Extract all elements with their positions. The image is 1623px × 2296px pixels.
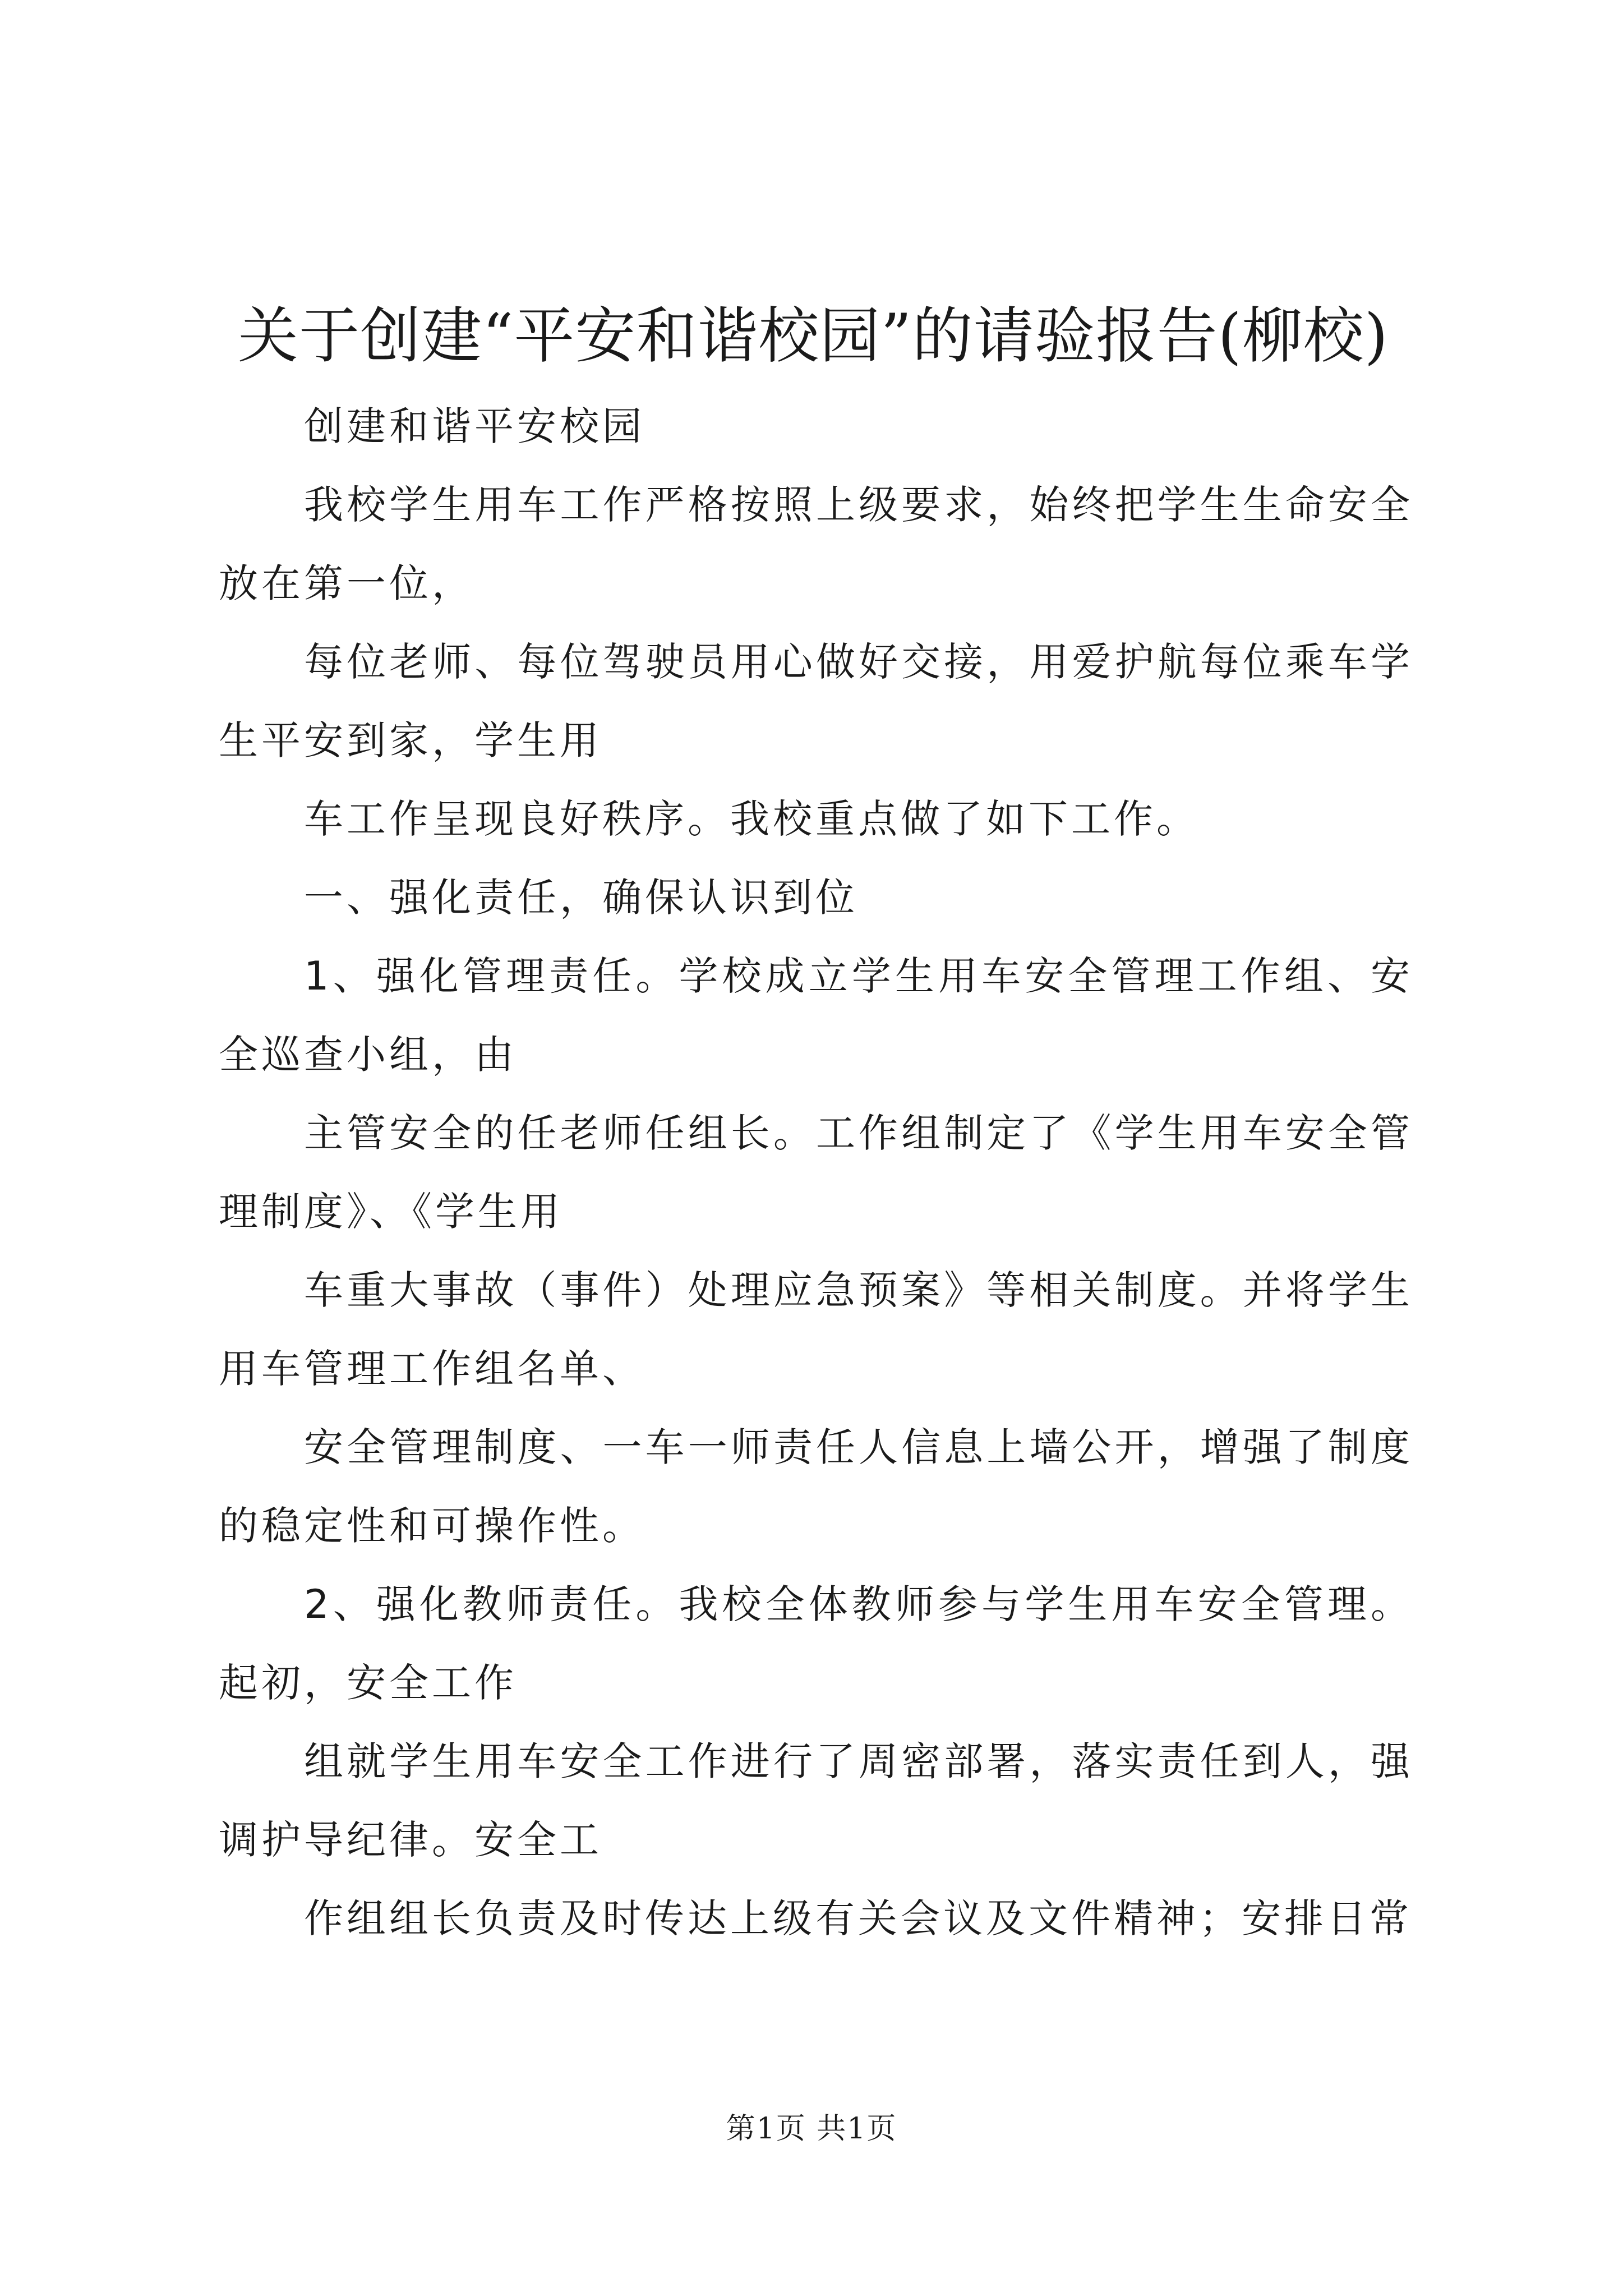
paragraph: 安全管理制度、一车一师责任人信息上墙公开，增强了制度的稳定性和可操作性。	[219, 1424, 1413, 1549]
section-heading: 一、强化责任，确保认识到位	[304, 875, 858, 921]
document-body	[219, 387, 1413, 1958]
paragraph: 创建和谐平安校园	[304, 403, 645, 449]
paragraph: 作组组长负责及时传达上级有关会议及文件精神；安排日常	[304, 1895, 1412, 1941]
paragraph: 2、强化教师责任。我校全体教师参与学生用车安全管理。起初，安全工作	[219, 1581, 1413, 1706]
paragraph: 每位老师、每位驾驶员用心做好交接，用爱护航每位乘车学生平安到家，学生用	[219, 639, 1413, 763]
paragraph: 车重大事故（事件）处理应急预案》等相关制度。并将学生用车管理工作组名单、	[219, 1267, 1413, 1392]
document-title: 关于创建“平安和谐校园”的请验报告(柳校)	[238, 301, 1389, 371]
page-number-footer: 第1页 共1页	[726, 2112, 897, 2146]
paragraph: 主管安全的任老师任组长。工作组制定了《学生用车安全管理制度》、《学生用	[219, 1110, 1413, 1235]
paragraph: 车工作呈现良好秩序。我校重点做了如下工作。	[304, 796, 1199, 842]
paragraph: 组就学生用车安全工作进行了周密部署，落实责任到人，强调护导纪律。安全工	[219, 1738, 1413, 1863]
paragraph: 1、强化管理责任。学校成立学生用车安全管理工作组、安全巡查小组，由	[219, 953, 1413, 1078]
paragraph: 我校学生用车工作严格按照上级要求，始终把学生生命安全放在第一位，	[219, 482, 1413, 606]
